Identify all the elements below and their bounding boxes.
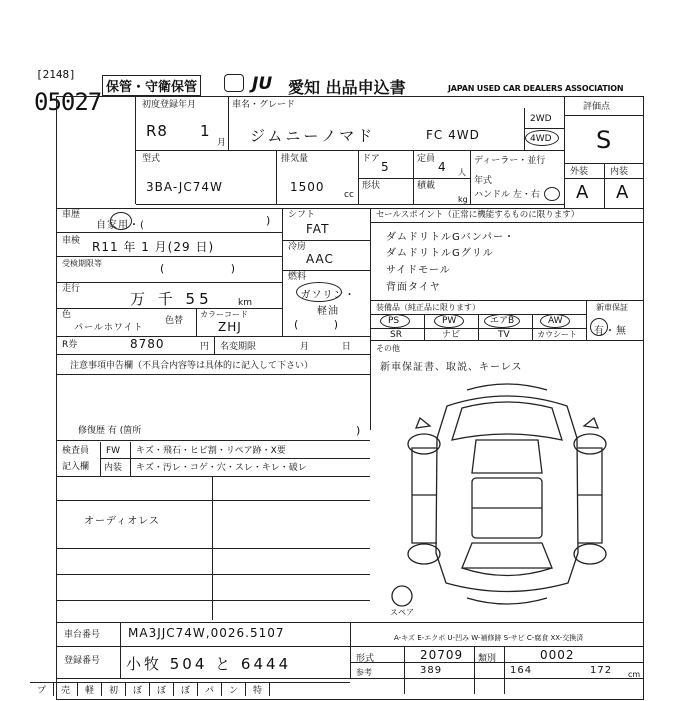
divider — [478, 314, 479, 340]
form-value: 20709 — [420, 648, 464, 662]
handle-label: ハンドル 左・右 — [474, 190, 540, 200]
divider — [404, 646, 405, 694]
divider — [56, 282, 282, 283]
recycle-label: R券 — [62, 340, 78, 350]
month-unit: 月 — [217, 138, 227, 148]
divider — [370, 222, 644, 223]
color-code-label: カラーコード — [200, 310, 248, 319]
option-airbag: エアB — [490, 316, 515, 326]
bottom-cell: ぼ — [174, 683, 198, 696]
inspector-fw: FW — [106, 446, 121, 456]
sales-point-2: ダムドリトルGグリル — [386, 248, 494, 259]
sales-points-label: セールスポイント（正常に機能するものに限ります） — [376, 210, 580, 220]
inspector-int-text: キズ・汚レ・コゲ・穴・スレ・キレ・破レ — [136, 463, 307, 473]
first-reg-label: 初度登録年月 — [142, 100, 197, 110]
title-change-label: 名変期限 — [220, 342, 257, 352]
bottom-cell: ン — [222, 683, 246, 696]
written-note: オーディオレス — [84, 516, 160, 527]
name-grade: ジムニーノマド — [250, 127, 376, 145]
divider — [350, 622, 351, 678]
option-pw: PW — [442, 316, 457, 326]
title-change-value: 月 日 — [300, 342, 351, 352]
divider — [56, 374, 370, 375]
lot-tag: [2148] — [36, 68, 76, 81]
exterior-score: A — [576, 182, 590, 203]
divider — [532, 314, 533, 340]
color-swap-label: 色替 — [165, 316, 184, 326]
divider — [282, 270, 370, 271]
drive-4wd: 4WD — [530, 134, 552, 144]
bottom-row — [30, 682, 350, 701]
option-aw-circle — [540, 314, 570, 328]
inspector-label-2: 記入欄 — [62, 462, 90, 472]
model-label: 型式 — [142, 154, 161, 164]
sales-point-3: サイドモール — [386, 265, 451, 276]
shift-value: FAT — [306, 222, 330, 236]
option-tv: TV — [498, 330, 510, 340]
usage-label: 車歴 — [62, 210, 81, 220]
capacity-unit: 人 — [458, 168, 466, 177]
option-pw-circle — [434, 314, 464, 328]
inspector-int: 内装 — [104, 463, 123, 473]
reg-month: 1 — [200, 122, 211, 140]
divider — [214, 336, 215, 354]
doors-label: ドア — [362, 154, 380, 164]
divider — [56, 336, 370, 337]
score-value: S — [596, 126, 613, 154]
warranty-yes-circle — [590, 318, 608, 336]
divider — [120, 622, 121, 678]
divider — [136, 150, 564, 151]
plate-label: 登録番号 — [64, 656, 101, 666]
divider — [56, 232, 282, 233]
divider — [586, 300, 587, 340]
displacement-value: 1500 — [290, 180, 325, 194]
divider — [358, 178, 470, 179]
divider — [276, 150, 277, 204]
category-label: 類別 — [478, 654, 497, 664]
bottom-cell: 売 — [54, 683, 78, 696]
notes-label: 注意事項申告欄（不具合内容等は具体的に記入して下さい） — [70, 361, 314, 371]
exterior-label: 外装 — [570, 167, 589, 177]
handle-right-circle — [544, 187, 560, 201]
form-label: 形式 — [356, 654, 375, 664]
form-title: 愛知 出品申込書 — [288, 78, 406, 97]
new-car-label: 新車保証 — [596, 303, 628, 312]
divider — [56, 678, 644, 679]
divider — [604, 163, 605, 208]
chassis-value: MA3JJC74W,0026.5107 — [128, 626, 285, 640]
divider — [370, 300, 644, 301]
bottom-cell: 軽 — [78, 683, 102, 696]
repair-history: 修復歴 有 (箇所 — [78, 426, 142, 436]
year-label: 年式 — [474, 176, 493, 186]
divider — [564, 115, 644, 116]
divider — [228, 96, 229, 150]
divider — [136, 204, 564, 205]
divider — [282, 240, 370, 241]
warranty-value: 有・無 — [594, 326, 627, 337]
grade-extra: FC 4WD — [426, 128, 480, 142]
fuel-gasoline-circle — [296, 282, 342, 302]
divider — [424, 314, 425, 340]
capacity-value: 4 — [438, 160, 447, 174]
divider — [564, 96, 565, 208]
inspection-value: R11 年 1 月(29 日) — [92, 240, 215, 254]
usage-private-circle — [110, 212, 132, 230]
sales-point-1: ダムドリトルGバンパー・ — [386, 232, 516, 243]
divider — [370, 208, 371, 336]
ac-label: 冷房 — [288, 242, 307, 252]
option-airbag-circle — [484, 314, 520, 328]
divider — [56, 256, 282, 257]
inspector-fw-text: キズ・飛石・ヒビ割・リペア跡・X要 — [136, 446, 286, 456]
inspection-label: 車検 — [62, 236, 81, 246]
bottom-cell: 特 — [246, 683, 270, 696]
color-value: パールホワイト — [74, 323, 144, 333]
fuel-paren: ( ) — [294, 318, 355, 331]
lot-number: 05027 — [34, 88, 102, 116]
ac-value: AAC — [306, 252, 334, 266]
divider — [504, 646, 505, 694]
length-value: 389 — [420, 665, 443, 676]
doors-value: 5 — [381, 160, 390, 174]
divider — [470, 150, 471, 204]
divider — [524, 108, 525, 150]
color-label: 色 — [62, 310, 72, 320]
divider — [474, 646, 475, 694]
other-label: その他 — [376, 344, 400, 353]
shape-label: 形状 — [362, 181, 381, 191]
storage-label: 保管・守衛保管 — [102, 75, 201, 96]
cc-unit: cc — [344, 190, 354, 200]
category-value: 0002 — [540, 648, 575, 662]
divider — [130, 442, 131, 476]
drive-4wd-circle — [525, 130, 559, 146]
divider — [56, 646, 644, 647]
ju-logo: JU — [252, 74, 273, 94]
capacity-label: 定員 — [417, 154, 436, 164]
divider — [56, 574, 370, 575]
divider — [358, 150, 359, 204]
divider — [282, 208, 283, 336]
association-name: JAPAN USED CAR DEALERS ASSOCIATION — [448, 84, 624, 93]
storage-check-mark — [224, 74, 244, 92]
divider — [56, 476, 370, 477]
divider — [56, 500, 370, 501]
kg-unit: kg — [458, 195, 468, 204]
option-aw: AW — [548, 316, 563, 326]
height-value: 172 — [590, 665, 613, 676]
interior-label: 内装 — [610, 167, 629, 177]
score-label: 評価点 — [583, 102, 611, 112]
displacement-label: 排気量 — [281, 154, 309, 164]
divider — [370, 340, 644, 341]
recycle-value: 8780 — [130, 337, 165, 351]
lot-gutter — [56, 96, 136, 204]
yen-unit: 円 — [200, 342, 210, 352]
divider — [524, 128, 564, 129]
option-sr: SR — [390, 330, 402, 340]
option-seat: カウシート — [537, 330, 577, 339]
interior-score: A — [616, 182, 630, 203]
divider — [56, 208, 644, 209]
usage-paren-close: ) — [266, 214, 271, 227]
drive-2wd: 2WD — [530, 114, 552, 124]
cm-unit: cm — [628, 670, 641, 679]
bottom-cell: ぼ — [126, 683, 150, 696]
bottom-cell: パ — [198, 683, 222, 696]
divider — [56, 548, 370, 549]
spare-label: スペア — [390, 608, 414, 617]
usage-value: 自家用・( — [96, 220, 145, 231]
sales-point-4: 背面タイヤ — [386, 282, 441, 293]
name-grade-label: 車名・グレード — [232, 100, 296, 110]
model-value: 3BA-JC74W — [146, 180, 223, 194]
other-value: 新車保証書、取説、キーレス — [380, 362, 523, 373]
option-ps: PS — [388, 316, 400, 326]
divider — [196, 308, 197, 336]
divider — [56, 354, 370, 355]
fuel-label: 燃料 — [288, 272, 307, 282]
divider — [56, 600, 370, 601]
dealer-label: ディーラー・並行 — [474, 156, 546, 166]
mileage-value: 万 千 55 — [130, 290, 213, 308]
plate-value: 小牧 504 と 6444 — [126, 655, 292, 673]
options-label: 装備品（純正品に限ります） — [376, 303, 480, 312]
divider — [56, 308, 282, 309]
color-code-value: ZHJ — [218, 320, 242, 334]
divider — [350, 662, 644, 663]
divider — [56, 440, 370, 441]
acceptance-fill: ( ) — [160, 262, 236, 275]
fuel-options: ガソリン・軽油 — [300, 290, 356, 317]
divider — [100, 458, 370, 459]
divider — [370, 336, 371, 430]
bottom-cell: 初 — [102, 683, 126, 696]
divider — [564, 178, 644, 179]
shift-label: シフト — [288, 210, 316, 220]
inspector-label: 検査員 — [62, 446, 90, 456]
divider — [100, 442, 101, 476]
dims-label: 参考 — [356, 668, 372, 677]
option-navi: ナビ — [442, 330, 461, 340]
acceptance-label: 受検期限等 — [62, 259, 102, 268]
mileage-label: 走行 — [62, 284, 81, 294]
weight-label: 積載 — [417, 181, 436, 191]
bottom-cell: プ — [30, 683, 54, 696]
divider — [413, 150, 414, 204]
km-unit: km — [238, 298, 252, 308]
option-ps-circle — [380, 314, 410, 328]
era-year: R8 — [146, 122, 168, 140]
damage-legend: A-キズ E-エクボ U-凹み W-補修跡 S-サビ C-腐食 XX-交換済 — [394, 634, 584, 642]
width-value: 164 — [510, 665, 533, 676]
bottom-cell: ぼ — [150, 683, 174, 696]
car-damage-diagram — [372, 378, 642, 610]
chassis-label: 車台番号 — [64, 630, 101, 640]
repair-close-paren: ) — [356, 424, 361, 437]
